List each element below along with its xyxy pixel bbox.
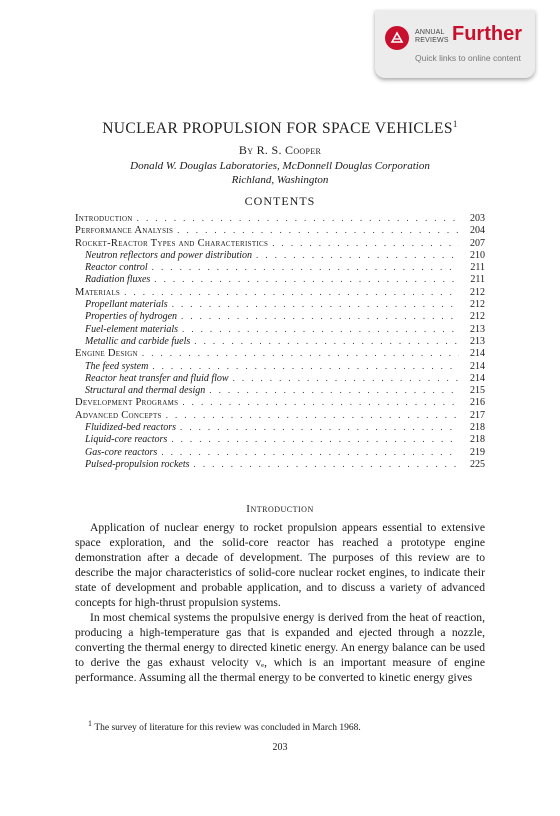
toc-leader-dots xyxy=(166,409,459,421)
annual-reviews-further-badge[interactable] xyxy=(375,10,535,78)
toc-entry-label: Rocket-Reactor Types and Characteristics xyxy=(75,237,269,249)
toc-entry-label: Properties of hydrogen xyxy=(85,311,178,323)
toc-leader-dots xyxy=(124,286,459,298)
toc-entry-page: 214 xyxy=(470,348,485,360)
toc-leader-dots xyxy=(181,310,459,322)
toc-leader-dots xyxy=(154,273,459,285)
toc-leader-dots xyxy=(182,323,459,335)
toc-entry-label: Reactor control xyxy=(85,262,148,274)
toc-entry-label: Engine Design xyxy=(75,348,138,360)
toc-leader-dots xyxy=(142,347,459,359)
toc-entry-page: 214 xyxy=(470,360,485,372)
toc-leader-dots xyxy=(177,224,459,236)
toc-entry xyxy=(75,335,485,347)
toc-entry-page: 207 xyxy=(470,237,485,249)
badge-publisher-label: ANNUAL REVIEWS xyxy=(415,29,449,44)
toc-entry-page: 203 xyxy=(470,213,485,224)
toc-entry xyxy=(75,212,485,224)
contents-heading: CONTENTS xyxy=(244,194,316,208)
toc-entry-page: 212 xyxy=(470,286,485,298)
toc-leader-dots xyxy=(233,372,459,384)
toc-leader-dots xyxy=(256,249,459,261)
toc-leader-dots xyxy=(209,384,459,396)
toc-entry-label: Fuel-element materials xyxy=(85,323,179,335)
toc-entry-page: 211 xyxy=(470,274,485,286)
section-heading: Introduction xyxy=(246,503,314,515)
author-location: Richland, Washington xyxy=(231,174,329,186)
toc-entry xyxy=(75,421,485,433)
toc-leader-dots xyxy=(272,237,459,249)
toc-entry-page: 215 xyxy=(470,385,485,397)
toc-entry-page: 214 xyxy=(470,372,485,384)
toc-entry xyxy=(75,323,485,335)
toc-entry-page: 218 xyxy=(470,422,485,434)
badge-quick-links-text[interactable]: Quick links to online content xyxy=(415,53,521,63)
toc-entry xyxy=(75,249,485,261)
toc-entry xyxy=(75,237,485,249)
toc-entry xyxy=(75,224,485,236)
paragraph: Application of nuclear energy to rocket propulsion appears essential to extensive space exploration, and the solid-core reactor has reached a prototype engine demonstration after a decade of development. The purposes of this review are to describe the major characteristics of solid-core nuclear rocket engines, to indicate their state of development and probable application, and to discuss a variety of advanced concepts for high-thrust propulsion systems. xyxy=(75,521,485,609)
toc-entry-page: 213 xyxy=(470,335,485,347)
toc-entry xyxy=(75,384,485,396)
toc-entry xyxy=(75,286,485,298)
toc-leader-dots xyxy=(171,433,459,445)
toc-entry-label: Materials xyxy=(75,286,121,298)
toc-entry-label: Structural and thermal design xyxy=(85,385,206,397)
toc-leader-dots xyxy=(152,360,459,372)
toc-entry-page: 212 xyxy=(470,311,485,323)
footnote-text: The survey of literature for this review was concluded in March 1968. xyxy=(94,723,361,734)
badge-further-label[interactable]: Further xyxy=(452,23,522,45)
toc-entry xyxy=(75,372,485,384)
toc-entry xyxy=(75,396,485,408)
toc-entry xyxy=(75,446,485,458)
toc-entry-label: Advanced Concepts xyxy=(75,409,162,421)
toc-entry-page: 219 xyxy=(470,446,485,458)
toc-leader-dots xyxy=(161,446,459,458)
toc-entry-label: Propellant materials xyxy=(85,299,168,311)
author-affiliation: Donald W. Douglas Laboratories, McDonnell Douglas Corporation xyxy=(130,160,430,172)
toc-entry-label: Liquid-core reactors xyxy=(85,434,168,446)
toc-entry-label: Fluidized-bed reactors xyxy=(85,422,177,434)
toc-entry-page: 212 xyxy=(470,299,485,311)
toc-leader-dots xyxy=(152,261,459,273)
article-title: NUCLEAR PROPULSION FOR SPACE VEHICLES$^1$ xyxy=(102,119,458,138)
title-footnote-mark: 1 xyxy=(452,119,458,129)
footnote xyxy=(88,719,488,733)
toc-entry-page: 218 xyxy=(470,434,485,446)
toc-entry-label: The feed system xyxy=(85,360,149,372)
page-number: 203 xyxy=(272,742,288,753)
table-of-contents xyxy=(75,212,485,470)
toc-entry-page: 204 xyxy=(470,225,485,237)
toc-entry-label: Reactor heat transfer and fluid flow xyxy=(85,372,229,384)
toc-entry-page: 217 xyxy=(470,409,485,421)
paragraph: In most chemical systems the propulsive energy is derived from the heat of reaction, producing a high-temperature gas that is expanded and ejected through a nozzle, converting the thermal energy to directed kinetic energy. An energy balance can be used to derive the gas exhaust velocity vₑ, which is an important measure of engine performance. Assuming all the thermal energy to be converted to kinetic energy gives xyxy=(75,611,485,684)
toc-entry-label: Metallic and carbide fuels xyxy=(85,335,191,347)
toc-entry-label: Radiation fluxes xyxy=(85,274,151,286)
toc-leader-dots xyxy=(180,421,459,433)
toc-entry-page: 213 xyxy=(470,323,485,335)
toc-entry xyxy=(75,347,485,359)
footnote-mark: 1 xyxy=(88,719,92,728)
toc-entry-label: Gas-core reactors xyxy=(85,446,158,458)
toc-leader-dots xyxy=(194,335,459,347)
toc-entry-label: Neutron reflectors and power distribution xyxy=(85,249,253,261)
toc-entry xyxy=(75,433,485,445)
toc-entry-label: Introduction xyxy=(75,213,133,224)
toc-entry-label: Pulsed-propulsion rockets xyxy=(85,458,190,470)
toc-entry xyxy=(75,458,485,470)
toc-entry xyxy=(75,298,485,310)
author-byline: By R. S. Cooper xyxy=(238,143,322,157)
toc-entry-page: 211 xyxy=(470,262,485,274)
toc-entry xyxy=(75,360,485,372)
toc-entry-page: 210 xyxy=(470,249,485,261)
annual-reviews-logo-icon xyxy=(385,26,409,50)
toc-entry xyxy=(75,273,485,285)
toc-leader-dots xyxy=(137,212,459,224)
toc-leader-dots xyxy=(182,396,459,408)
toc-entry-label: Performance Analysis xyxy=(75,225,174,237)
toc-entry-page: 225 xyxy=(470,458,485,470)
toc-entry xyxy=(75,261,485,273)
toc-leader-dots xyxy=(194,458,459,470)
toc-entry xyxy=(75,409,485,421)
section-body xyxy=(75,520,485,685)
toc-entry xyxy=(75,310,485,322)
toc-leader-dots xyxy=(172,298,459,310)
toc-entry-page: 216 xyxy=(470,397,485,409)
toc-entry-label: Development Programs xyxy=(75,397,179,409)
